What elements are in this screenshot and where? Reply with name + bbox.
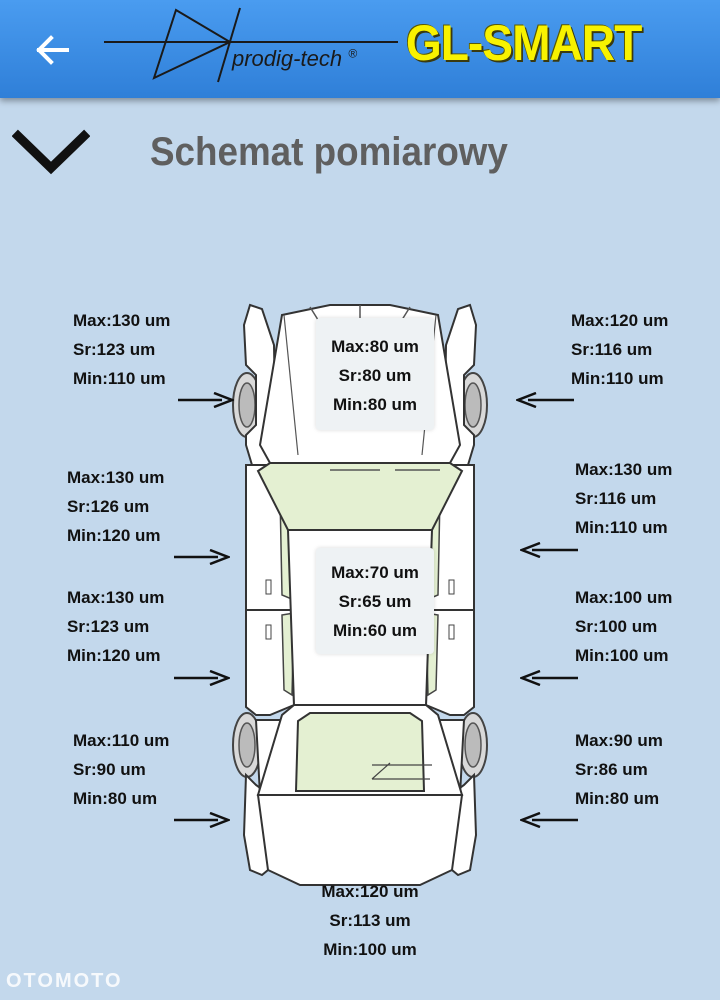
arrow-left-icon	[516, 392, 574, 408]
left-rear-fender-measurement	[73, 726, 169, 813]
right-rear-door-measurement	[575, 583, 672, 670]
avg-value: Sr:126 um	[67, 497, 150, 516]
min-value: Min:80 um	[332, 395, 418, 414]
max-value: Max:100 um	[575, 588, 673, 607]
avg-value: Sr:123 um	[67, 617, 150, 636]
max-value: Max:70 um	[331, 563, 419, 582]
roof-measurement	[316, 558, 434, 645]
avg-value: Sr:116 um	[571, 340, 653, 359]
max-value: Max:130 um	[575, 460, 673, 479]
max-value: Max:130 um	[67, 468, 165, 487]
min-value: Min:110 um	[571, 369, 664, 388]
max-value: Max:130 um	[73, 311, 171, 330]
left-front-door-measurement	[67, 463, 164, 550]
max-value: Max:80 um	[331, 337, 419, 356]
chevron-down-icon[interactable]	[12, 128, 90, 176]
min-value: Min:60 um	[332, 621, 418, 640]
avg-value: Sr:90 um	[73, 760, 146, 779]
arrow-left-icon	[35, 35, 69, 65]
arrow-right-icon	[174, 549, 230, 565]
arrow-right-icon	[174, 812, 230, 828]
min-value: Min:110 um	[73, 369, 166, 388]
arrow-right-icon	[174, 670, 230, 686]
roof-front-measurement	[316, 332, 434, 419]
max-value: Max:120 um	[571, 311, 669, 330]
left-front-fender-measurement	[73, 306, 170, 393]
right-rear-fender-measurement	[575, 726, 663, 813]
avg-value: Sr:65 um	[338, 592, 412, 611]
max-value: Max:110 um	[73, 731, 170, 750]
max-value: Max:130 um	[67, 588, 165, 607]
right-front-fender-measurement	[571, 306, 668, 393]
min-value: Min:100 um	[323, 940, 417, 959]
page-title: Schemat pomiarowy	[150, 130, 508, 174]
avg-value: Sr:86 um	[575, 760, 648, 779]
right-front-door-measurement	[575, 455, 672, 542]
avg-value: Sr:80 um	[338, 366, 412, 385]
min-value: Min:80 um	[575, 789, 660, 808]
arrow-right-icon	[178, 392, 234, 408]
arrow-left-icon	[520, 670, 578, 686]
min-value: Min:100 um	[575, 646, 669, 665]
min-value: Min:80 um	[73, 789, 158, 808]
min-value: Min:120 um	[67, 646, 161, 665]
watermark: OTOMOTO	[6, 970, 123, 992]
trunk-measurement	[310, 877, 430, 964]
max-value: Max:90 um	[575, 731, 663, 750]
brand-name: prodig-tech ®	[232, 46, 358, 71]
max-value: Max:120 um	[321, 882, 419, 901]
avg-value: Sr:123 um	[73, 340, 156, 359]
app-header	[0, 0, 720, 98]
product-name: GL-SMART	[406, 15, 642, 71]
min-value: Min:120 um	[67, 526, 161, 545]
arrow-left-icon	[520, 542, 578, 558]
left-rear-door-measurement	[67, 583, 164, 670]
avg-value: Sr:100 um	[575, 617, 658, 636]
avg-value: Sr:113 um	[329, 911, 411, 930]
min-value: Min:110 um	[575, 518, 668, 537]
arrow-left-icon	[520, 812, 578, 828]
back-button[interactable]	[28, 28, 76, 72]
avg-value: Sr:116 um	[575, 489, 657, 508]
